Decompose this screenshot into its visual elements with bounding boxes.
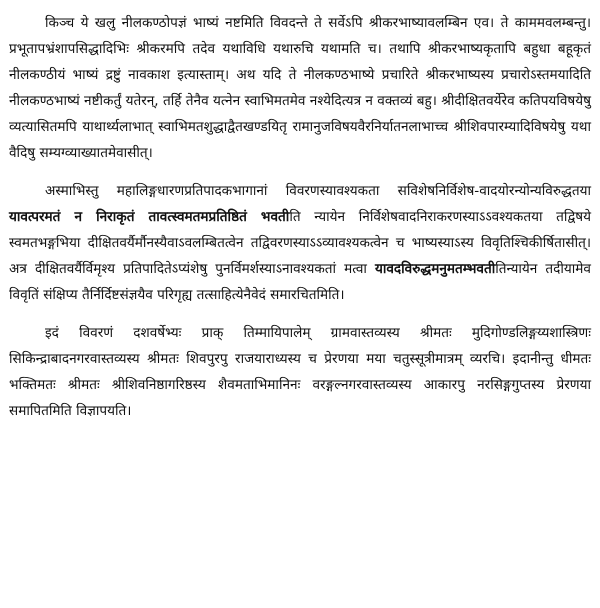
paragraph-3-text: इदं विवरणं दशवर्षेभ्यः प्राक् तिम्मायिपालेम् ग्रामवास्तव्यस्य श्रीमतः मुदिगोण्डलिङ्गय्यशास्त्रिणः सिकिन्द्राबादनगरवास्तव्यस्य श्रीमतः शिवपुरपु राजयाराध्यस्य च प्रेरणया मया चतुस्सूत्रीमात्रम् व्यरचि। इदानीन्तु धीमतः भक्तिमतः श्रीमतः श्रीशिवनिष्ठागरिष्ठस्य शैवमताभिमानिनः वरङ्गल्नगरवास्तव्यस्य आकारपु नरसिङ्गगुप्तस्य प्रेरणया समापितमिति विज्ञापयति। — [9, 325, 591, 419]
paragraph-2-text-b: ति न्यायेन निर्विशेषवादनिराकरणस्याऽऽवश्यकतया तद्विषये स्वमतभङ्गभिया दीक्षितवर्यैर्मौनस्यैवाऽवलम्बितत्वेन तद्विवरणस्याऽऽव्यावश्यकत्वेन च भाष्यस्याऽस्य विवृतिश्चिकीर्षितासीत्। अत्र दीक्षितवर्यैर्विमृश्य प्रतिपादितेऽप्यंशेषु पुनर्विमर्शस्याऽनावश्यकतां मत्वा — [9, 209, 591, 277]
paragraph-1-text: किञ्च ये खलु नीलकण्ठोपज्ञं भाष्यं नष्टमिति विवदन्ते ते सर्वेऽपि श्रीकरभाष्यावलम्बिन एव। ते काममवलम्बन्तु। प्रभूतापभ्रंशापसिद्धादिभिः श्रीकरमपि तदेव यथाविधि यथारुचि यथामति च। तथापि श्रीकरभाष्यकृतापि बहुधा बहूकृतं नीलकण्ठीयं भाष्यं द्रष्टुं नावकाश इत्यास्ताम्। अथ यदि ते नीलकण्ठभाष्ये प्रचारिते श्रीकरभाष्यस्य प्रचारोऽस्तमयादिति नीलकण्ठभाष्यं नष्टीकर्तुं यतेरन्, तर्हि तेनैव यत्नेन स्वाभिमतमेव नश्येदित्यत्र न वक्तव्यं बहु। श्रीदीक्षितवर्येरेव कतिपयविषयेषु व्यत्यासितमपि याथार्थ्यलाभात् स्वाभिमतशुद्धाद्वैतखण्डयितृ रामानुजविषयवैरनिर्यातनलाभाच्च श्रीशिवपारम्यादिविषयेषु यथा वैदिषु सम्यग्व्याख्यातमेवासीत्। — [9, 15, 591, 161]
paragraph-2-bold-maxim-1: यावत्परमतं न निराकृतं तावत्स्वमतमप्रतिष्ठितं भवती — [9, 209, 290, 225]
paragraph-1 — [9, 10, 591, 166]
paragraph-3 — [9, 320, 591, 424]
paragraph-2-text-a: अस्माभिस्तु महालिङ्गधारणप्रतिपादकभागानां विवरणस्यावश्यकता सविशेषनिर्विशेष-वादयोरन्योन्यविरुद्धतया — [45, 183, 591, 199]
paragraph-2-text-c: तिन्यायेन तदीयामेव विवृतिं संक्षिप्य तैर्निर्दिष्टसंज्ञयैव परिगृह्य तत्साहित्येनैवेदं समारचितमिति। — [9, 261, 591, 303]
paragraph-2 — [9, 178, 591, 308]
paragraph-2-bold-maxim-2: यावदविरुद्धमनुमतम्भवती — [374, 261, 496, 277]
